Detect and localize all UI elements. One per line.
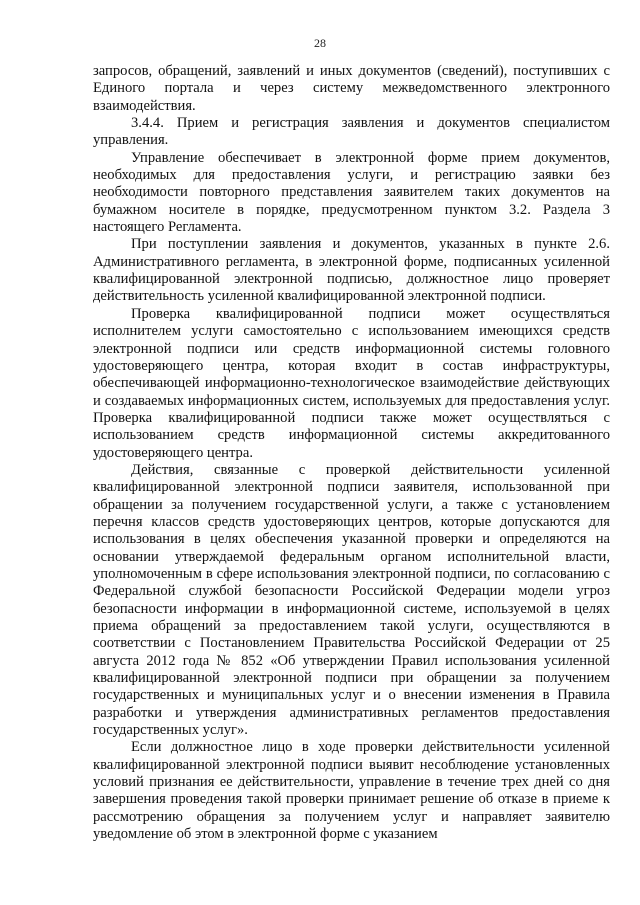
paragraph-verification-actions: Действия, связанные с проверкой действительности усиленной квалифицированной электронной подписи заявителя, использованной при обращении за получением государственной услуги, а также с установлением перечня классов средств удостоверяющих центров, которые допускаются для использования в целях обеспечения указанной проверки и определяются на основании утверждаемой федеральным органом исполнительной власти, уполномоченным в сфере использования электронной подписи, по согласованию с Федеральной службой безопасности Российской Федерации модели угроз безопасности информации в информационной системе, используемой в целях приема обращений за предоставлением такой услуги, осуществляются в соответствии с Постановлением Правительства Российской Федерации от 25 августа 2012 года № 852 «Об утверждении Правил использования усиленной квалифицированной электронной подписи при обращении за получением государственных и муниципальных услуг и о внесении изменения в Правила разработки и утверждения административных регламентов предоставления государственных услуг». xyxy=(93,461,610,739)
document-body xyxy=(93,63,610,843)
paragraph-invalid-signature: Если должностное лицо в ходе проверки действительности усиленной квалифицированной электронной подписи выявит несоблюдение установленных условий признания ее действительности, управление в течение трех дней со дня завершения проведения такой проверки принимает решение об отказе в приеме к рассмотрению обращения за получением услуг и направляет заявителю уведомление об этом в электронной форме с указанием xyxy=(93,739,610,843)
paragraph-continuation: запросов, обращений, заявлений и иных документов (сведений), поступивших с Единого портала и через систему межведомственного электронного взаимодействия. xyxy=(93,63,610,114)
paragraph-signature-check: При поступлении заявления и документов, указанных в пункте 2.6. Административного регламента, в электронной форме, подписанных усиленной квалифицированной электронной подписью, должностное лицо проверяет действительность усиленной квалифицированной электронной подписи. xyxy=(93,236,610,305)
paragraph-electronic-reception: Управление обеспечивает в электронной форме прием документов, необходимых для предоставления услуги, и регистрацию заявки без необходимости повторного представления заявителем таких документов на бумажном носителе в порядке, предусмотренном пунктом 3.2. Раздела 3 настоящего Регламента. xyxy=(93,149,610,236)
paragraph-section-3-4-4: 3.4.4. Прием и регистрация заявления и документов специалистом управления. xyxy=(93,115,610,149)
paragraph-verification-tools: Проверка квалифицированной подписи может осуществляться исполнителем услуги самостоятельно с использованием имеющихся средств электронной подписи или средств информационной системы головного удостоверяющего центра, которая входит в состав инфраструктуры, обеспечивающей информационно-технологическое взаимодействие действующих и создаваемых информационных систем, используемых для предоставления услуг. Проверка квалифицированной подписи также может осуществляться с использованием средств информационной системы аккредитованного удостоверяющего центра. xyxy=(93,305,610,461)
page-number: 28 xyxy=(314,36,326,50)
